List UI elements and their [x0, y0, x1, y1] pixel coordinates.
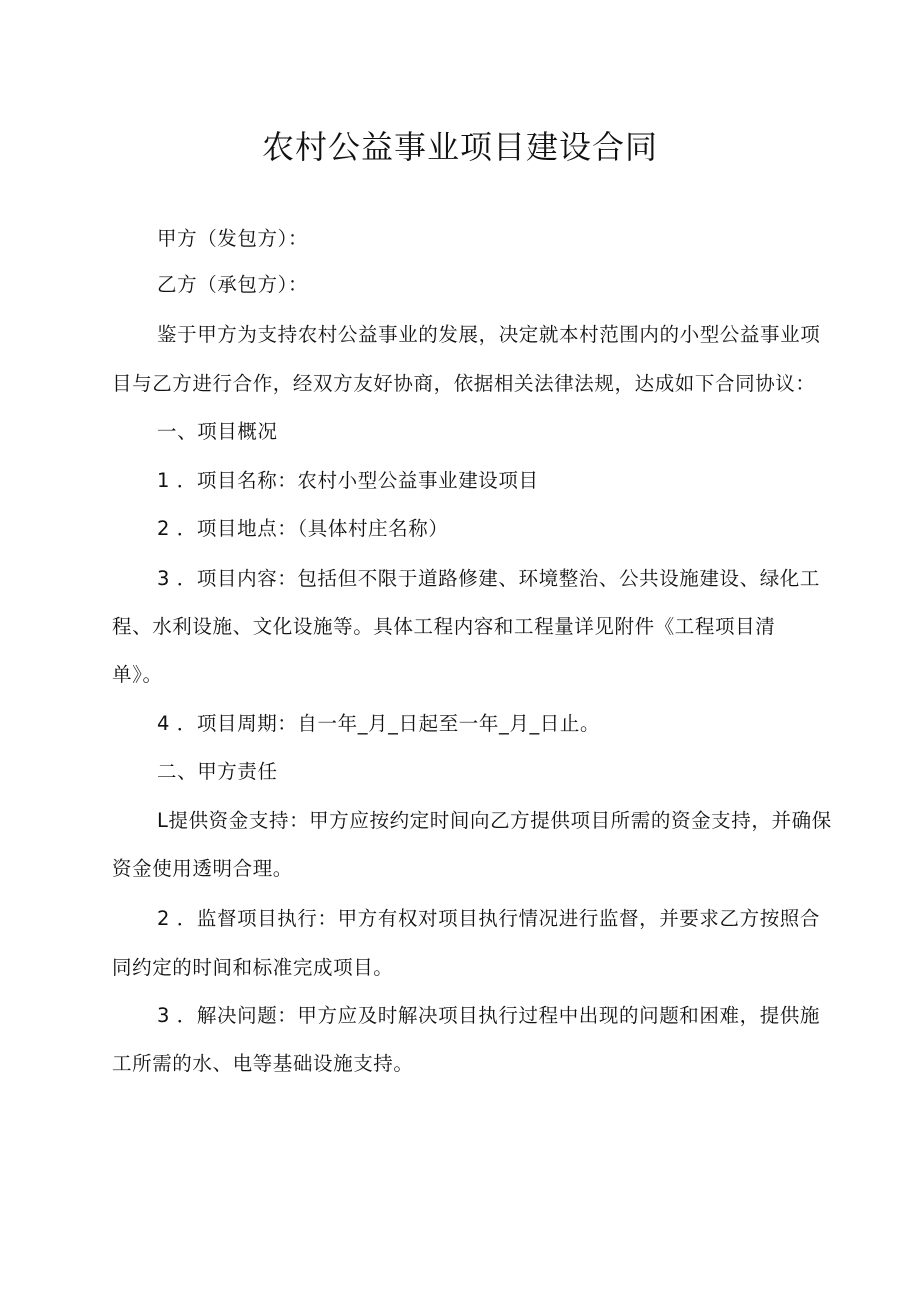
contract-title: 农村公益事业项目建设合同	[261, 128, 658, 166]
party-a-line: 甲方（发包方）：	[157, 227, 309, 250]
section1-item3-line-2: 程、水利设施、文化设施等。具体工程内容和工程量详见附件《工程项目清	[112, 615, 776, 638]
section2-heading: 二、甲方责任	[157, 760, 278, 783]
party-b-line: 乙方（承包方）：	[157, 273, 309, 296]
section1-item3-line-3: 单》。	[112, 663, 163, 686]
section2-item1-line-1: L提供资金支持：甲方应按约定时间向乙方提供项目所需的资金支持，并确保	[157, 809, 832, 832]
section1-item3-line-1: 3 ．项目内容：包括但不限于道路修建、环境整治、公共设施建设、绿化工	[157, 567, 821, 590]
preamble-line-1: 鉴于甲方为支持农村公益事业的发展，决定就本村范围内的小型公益事业项	[157, 323, 821, 346]
section2-item3-line-1: 3 ．解决问题：甲方应及时解决项目执行过程中出现的问题和困难，提供施	[157, 1004, 821, 1027]
section2-item2-line-2: 同约定的时间和标准完成项目。	[112, 956, 394, 979]
section1-heading: 一、项目概况	[157, 420, 278, 443]
preamble-line-2: 目与乙方进行合作，经双方友好协商，依据相关法律法规，达成如下合同协议：	[112, 372, 816, 395]
section2-item1-line-2: 资金使用透明合理。	[112, 857, 293, 880]
section2-item3-line-2: 工所需的水、电等基础设施支持。	[112, 1052, 414, 1075]
section1-item2: 2 ．项目地点：（具体村庄名称）	[157, 517, 449, 540]
section1-item4: 4 ．项目周期：自一年_月_日起至一年_月_日止。	[157, 712, 601, 735]
section2-item2-line-1: 2 ．监督项目执行：甲方有权对项目执行情况进行监督，并要求乙方按照合	[157, 907, 821, 930]
section1-item1: 1 ．项目名称：农村小型公益事业建设项目	[157, 469, 539, 492]
